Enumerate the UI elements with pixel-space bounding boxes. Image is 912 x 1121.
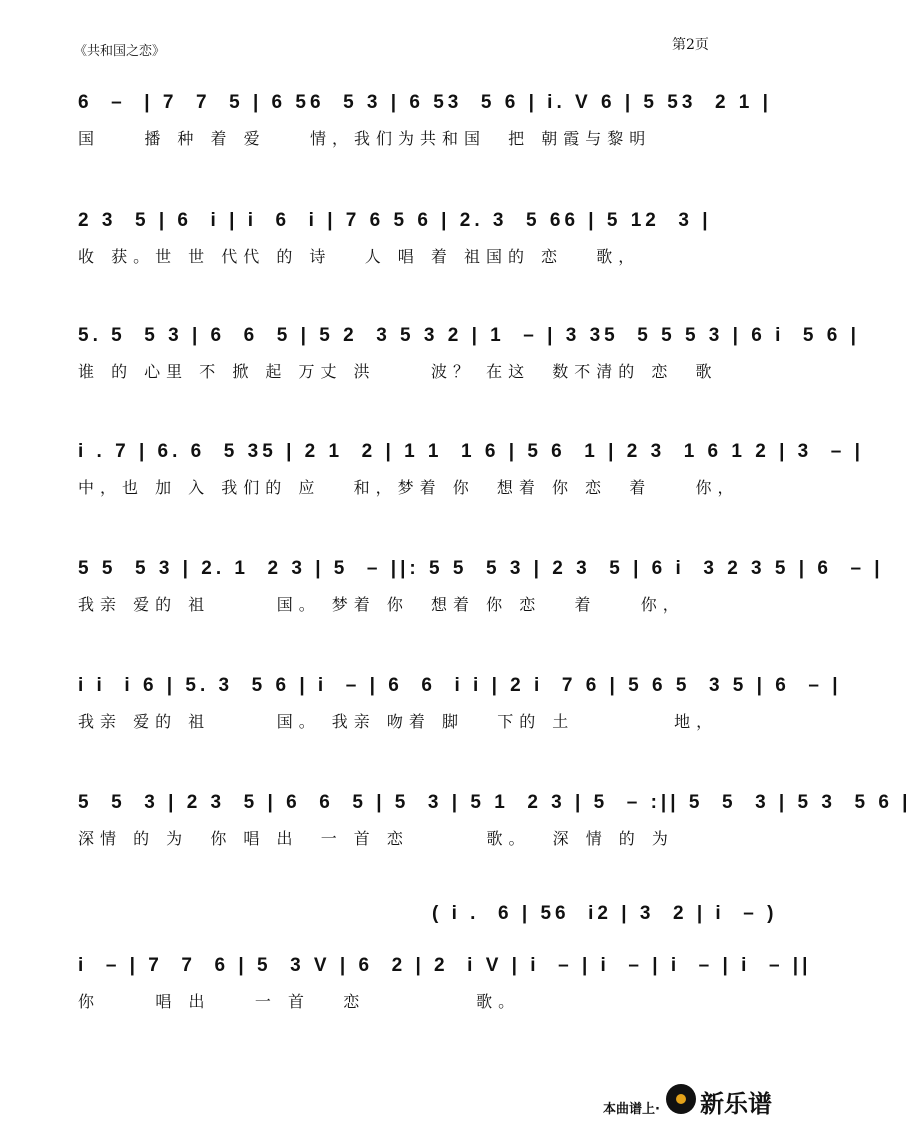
- interlude-notes: ( i . 6 | 56 i2 | 3 2 | i – ): [432, 903, 778, 924]
- footer-text: 本曲谱上·: [603, 1102, 660, 1117]
- lyrics-line: 收 获。世 世 代代 的 诗 人 唱 着 祖国的 恋 歌，: [78, 247, 641, 266]
- notes-line: i i i 6 | 5. 3 5 6 | i – | 6 6 i i | 2 i 7 6 | 5 6 5 3 5 | 6 – |: [78, 675, 842, 696]
- page-number: 第2页: [672, 37, 709, 53]
- lyrics-line: 中，也 加 入 我们的 应 和，梦着 你 想着 你 恋 着 你，: [78, 478, 740, 497]
- notes-line: 2 3 5 | 6 i | i 6 i | 7 6 5 6 | 2. 3 5 66 | 5 12 3 |: [78, 210, 712, 231]
- lyrics-line: 谁 的 心里 不 掀 起 万丈 洪 波？ 在这 数不清的 恋 歌: [78, 362, 718, 381]
- lyrics-line: 你 唱 出 一 首 恋 歌。: [78, 992, 521, 1011]
- notes-line: 5 5 3 | 2 3 5 | 6 6 5 | 5 3 | 5 1 2 3 | 5 – :|| 5 5 3 | 5 3 5 6 |: [78, 792, 912, 813]
- lyrics-line: 我亲 爱的 祖 国。 我亲 吻着 脚 下的 土 地，: [78, 712, 719, 731]
- notes-line: 5. 5 5 3 | 6 6 5 | 5 2 3 5 3 2 | 1 – | 3 35 5 5 5 3 | 6 i 5 6 |: [78, 325, 860, 346]
- site-logo-text: 新乐谱: [700, 1090, 772, 1118]
- header-title: 《共和国之恋》: [74, 44, 166, 59]
- notes-line: 5 5 5 3 | 2. 1 2 3 | 5 – ||: 5 5 5 3 | 2 3 5 | 6 i 3 2 3 5 | 6 – |: [78, 558, 884, 579]
- notes-line: i – | 7 7 6 | 5 3 V | 6 2 | 2 i V | i – | i – | i – | i – ||: [78, 955, 812, 976]
- lyrics-line: 国 播 种 着 爱 情，我们为共和国 把 朝霞与黎明: [78, 129, 652, 148]
- lyrics-line: 我亲 爱的 祖 国。 梦着 你 想着 你 恋 着 你，: [78, 595, 685, 614]
- notes-line: 6 – | 7 7 5 | 6 56 5 3 | 6 53 5 6 | i. V 6 | 5 53 2 1 |: [78, 92, 772, 113]
- vinyl-record-icon: [666, 1084, 696, 1114]
- notes-line: i . 7 | 6. 6 5 35 | 2 1 2 | 1 1 1 6 | 5 6 1 | 2 3 1 6 1 2 | 3 – |: [78, 441, 864, 462]
- lyrics-line: 深情 的 为 你 唱 出 一 首 恋 歌。 深 情 的 为: [78, 829, 674, 848]
